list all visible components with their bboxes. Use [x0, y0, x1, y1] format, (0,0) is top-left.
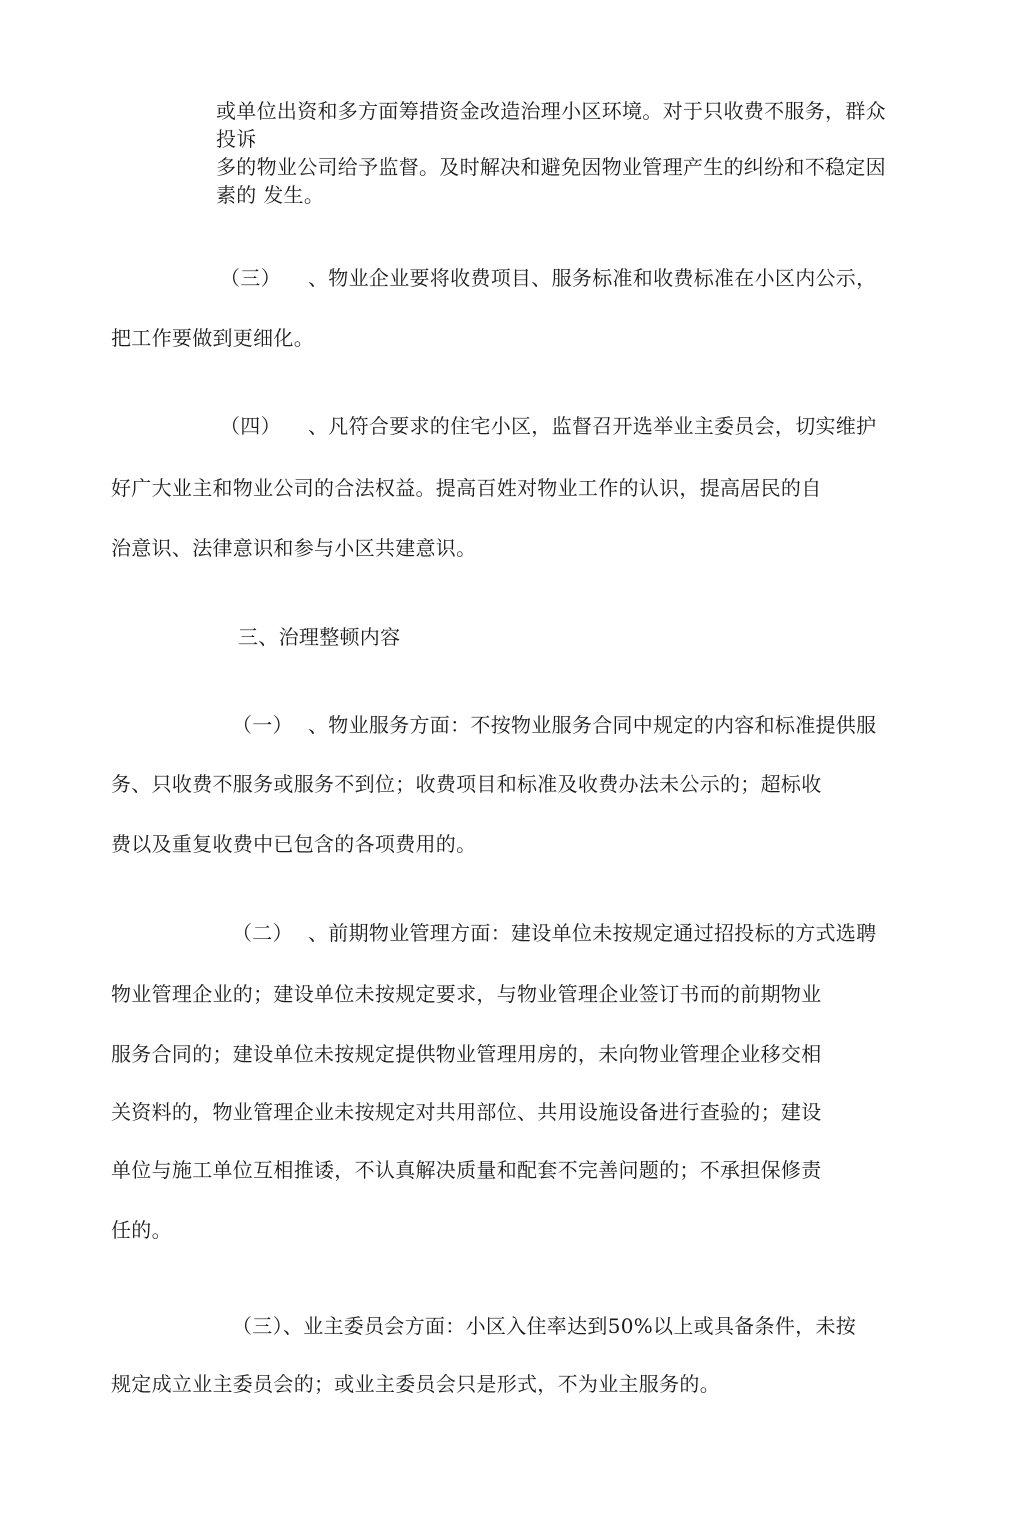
item-2-label: （二）	[232, 921, 293, 945]
section-3-heading: 三、治理整顿内容	[238, 625, 401, 649]
item-3a-cont-1: 把工作要做到更细化。	[111, 326, 314, 350]
intro-line-2: 投诉	[216, 127, 257, 151]
item-1-cont-1: 务、只收费不服务或服务不到位；收费项目和标准及收费办法未公示的；超标收	[111, 772, 822, 796]
item-3a-label: （三）	[220, 266, 281, 290]
item-4-text: 、凡符合要求的住宅小区，监督召开选举业主委员会，切实维护	[308, 414, 877, 438]
item-2-cont-1: 物业管理企业的；建设单位未按规定要求，与物业管理企业签订书而的前期物业	[111, 982, 822, 1006]
item-4-label: （四）	[220, 414, 281, 438]
item-3a-text: 、物业企业要将收费项目、服务标准和收费标准在小区内公示，	[308, 266, 877, 290]
item-1-cont-2: 费以及重复收费中已包含的各项费用的。	[111, 832, 477, 856]
item-3b-text: （三）、业主委员会方面：小区入住率达到50%以上或具备条件，未按	[232, 1314, 857, 1338]
intro-line-3: 多的物业公司给予监督。及时解决和避免因物业管理产生的纠纷和不稳定因	[216, 155, 886, 179]
item-3b-cont-1: 规定成立业主委员会的；或业主委员会只是形式，不为业主服务的。	[111, 1372, 720, 1396]
item-4-cont-2: 治意识、法律意识和参与小区共建意识。	[111, 536, 477, 560]
item-1-label: （一）	[232, 713, 293, 737]
item-2-cont-5: 任的。	[111, 1218, 172, 1242]
item-1-text: 、物业服务方面：不按物业服务合同中规定的内容和标准提供服	[308, 713, 877, 737]
intro-line-1: 或单位出资和多方面筹措资金改造治理小区环境。对于只收费不服务，群众	[216, 99, 886, 123]
item-4-cont-1: 好广大业主和物业公司的合法权益。提高百姓对物业工作的认识，提高居民的自	[111, 476, 822, 500]
item-2-cont-3: 关资料的，物业管理企业未按规定对共用部位、共用设施设备进行查验的；建设	[111, 1100, 822, 1124]
item-2-cont-4: 单位与施工单位互相推诿，不认真解决质量和配套不完善问题的；不承担保修责	[111, 1158, 822, 1182]
intro-line-4: 素的 发生。	[216, 183, 325, 207]
item-2-text: 、前期物业管理方面：建设单位未按规定通过招投标的方式选聘	[308, 921, 877, 945]
item-2-cont-2: 服务合同的；建设单位未按规定提供物业管理用房的，未向物业管理企业移交相	[111, 1042, 822, 1066]
